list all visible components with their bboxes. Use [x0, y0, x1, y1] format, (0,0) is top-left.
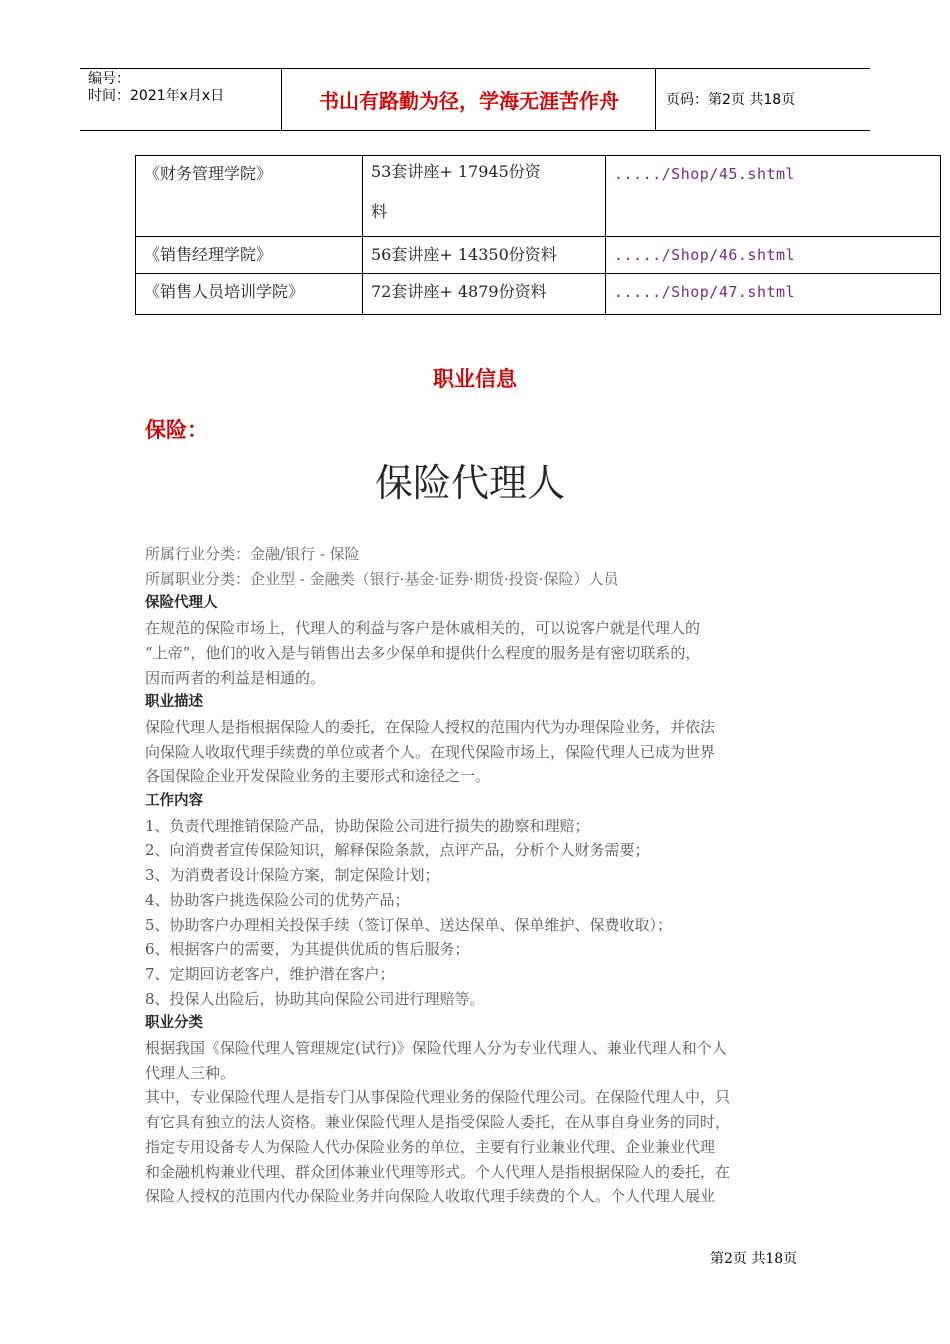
industry-category: 所属行业分类：金融/银行 - 保险: [145, 545, 360, 563]
header-meta: [88, 71, 224, 105]
paragraph-line: 在规范的保险市场上，代理人的利益与客户是休戚相关的，可以说客户就是代理人的: [145, 619, 701, 638]
description-heading: 职业描述: [145, 694, 203, 711]
article-body: [145, 542, 790, 1209]
table-cell-link[interactable]: ...../Shop/45.shtml: [606, 156, 941, 237]
table-cell-link[interactable]: ...../Shop/46.shtml: [606, 237, 941, 274]
paragraph-line: 保险代理人是指根据保险人的委托，在保险人授权的范围内代为办理保险业务，并依法: [145, 717, 716, 736]
header-divider: [655, 69, 656, 130]
table-cell-desc: 72套讲座+ 4879份资料: [363, 274, 606, 315]
list-item: 6、根据客户的需要，为其提供优质的售后服务；: [145, 940, 470, 959]
list-item: 1、负责代理推销保险产品，协助保险公司进行损失的勘察和理赔；: [145, 816, 590, 835]
desc-line: 料: [371, 202, 388, 221]
paragraph-line: 各国保险企业开发保险业务的主要形式和途径之一。: [145, 767, 491, 786]
insurance-category-heading: 保险：: [145, 418, 208, 442]
table-cell-desc: 56套讲座+ 14350份资料: [363, 237, 606, 274]
intro-heading: 保险代理人: [145, 595, 218, 612]
classification-heading: 职业分类: [145, 1015, 203, 1032]
page-header: [80, 68, 870, 131]
paragraph-line: 有它具有独立的法人资格。兼业保险代理人是指受保险人委托，在从事自身业务的同时，: [145, 1113, 731, 1132]
list-item: 2、向消费者宣传保险知识，解释保险条款，点评产品，分析个人财务需要；: [145, 841, 650, 860]
header-page-number: 页码：第2页 共18页: [666, 92, 796, 108]
list-item: 7、定期回访老客户，维护潜在客户；: [145, 964, 395, 983]
resource-table: [135, 155, 941, 315]
table-cell-name: 《销售经理学院》: [136, 237, 363, 274]
list-item: 3、为消费者设计保险方案，制定保险计划；: [145, 866, 440, 885]
table-cell-link[interactable]: ...../Shop/47.shtml: [606, 274, 941, 315]
table-row: [136, 156, 941, 237]
paragraph-line: 代理人三种。: [145, 1063, 236, 1082]
career-info-heading: 职业信息: [433, 367, 517, 391]
paragraph-line: 根据我国《保险代理人管理规定(试行)》保险代理人分为专业代理人、兼业代理人和个人: [145, 1039, 727, 1058]
table-cell-name: 《财务管理学院》: [136, 156, 363, 237]
table-row: [136, 274, 941, 315]
list-item: 4、协助客户挑选保险公司的优势产品；: [145, 890, 410, 909]
table-cell-name: 《销售人员培训学院》: [136, 274, 363, 315]
job-title: 保险代理人: [374, 461, 565, 505]
header-time: 时间：2021年x月x日: [88, 88, 225, 104]
table-cell-desc: [363, 156, 606, 237]
paragraph-line: 向保险人收取代理手续费的单位或者个人。在现代保险市场上，保险代理人已成为世界: [145, 742, 716, 761]
desc-line: 53套讲座+ 17945份资: [371, 162, 541, 181]
page-footer: 第2页 共18页: [710, 1251, 798, 1267]
list-item: 5、协助客户办理相关投保手续（签订保单、送达保单、保单维护、保费收取）；: [145, 915, 673, 934]
paragraph-line: “上帝”，他们的收入是与销售出去多少保单和提供什么程度的服务是有密切联系的，: [145, 643, 701, 662]
paragraph-line: 指定专用设备专人为保险人代办保险业务的单位，主要有行业兼业代理、企业兼业代理: [145, 1137, 716, 1156]
work-content-heading: 工作内容: [145, 793, 203, 810]
header-motto: 书山有路勤为径，学海无涯苦作舟: [319, 89, 619, 113]
table-row: [136, 237, 941, 274]
paragraph-line: 保险人授权的范围内代办保险业务并向保险人收取代理手续费的个人。个人代理人展业: [145, 1187, 716, 1206]
paragraph-line: 因而两者的利益是相通的。: [145, 668, 326, 687]
header-number: 编号：: [88, 71, 130, 87]
paragraph-line: 其中，专业保险代理人是指专门从事保险代理业务的保险代理公司。在保险代理人中，只: [145, 1088, 731, 1107]
paragraph-line: 和金融机构兼业代理、群众团体兼业代理等形式。个人代理人是指根据保险人的委托，在: [145, 1162, 731, 1181]
job-category: 所属职业分类：企业型 - 金融类（银行·基金·证券·期货·投资·保险）人员: [145, 569, 619, 588]
list-item: 8、投保人出险后，协助其向保险公司进行理赔等。: [145, 989, 485, 1008]
